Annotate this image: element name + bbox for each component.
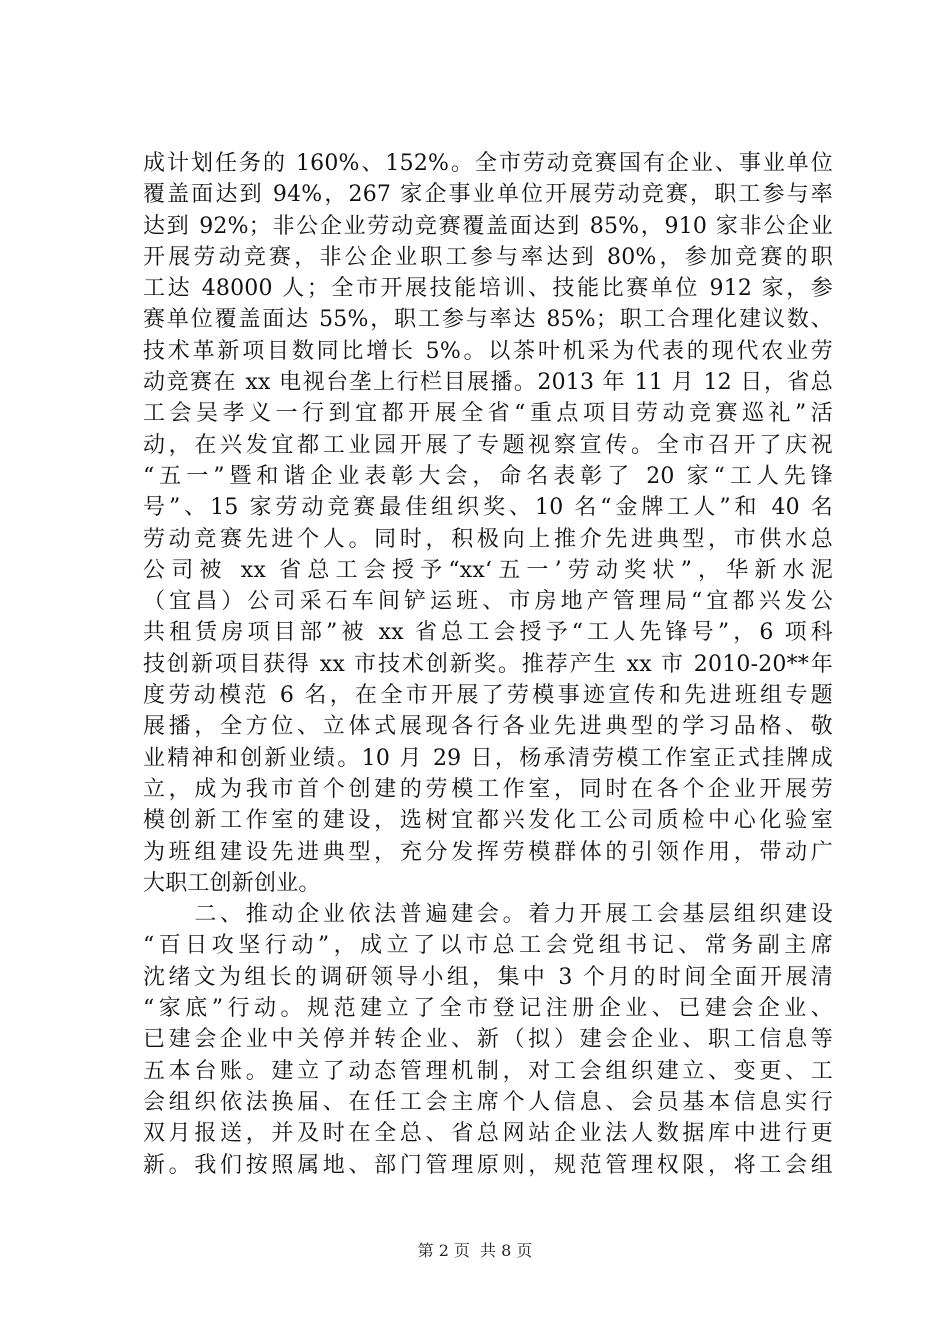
text-line: 技术革新项目数同比增长 5%。以茶叶机采为代表的现代农业劳 bbox=[143, 338, 833, 364]
text-line: 展播，全方位、立体式展现各行各业先进典型的学习品格、敬 bbox=[143, 714, 833, 740]
text-line: 劳动竞赛先进个人。同时，积极向上推介先进典型，市供水总 bbox=[143, 526, 833, 552]
text-line: 号”、15 家劳动竞赛最佳组织奖、10 名“金牌工人”和 40 名 bbox=[143, 495, 833, 521]
text-line: 赛单位覆盖面达 55%，职工参与率达 85%；职工合理化建议数、 bbox=[143, 307, 833, 333]
text-line: 模创新工作室的建设，选树宜都兴发化工公司质检中心化验室 bbox=[143, 808, 833, 834]
text-line: 双月报送，并及时在全总、省总网站企业法人数据库中进行更 bbox=[143, 1121, 833, 1147]
text-line: 沈绪文为组长的调研领导小组，集中 3 个月的时间全面开展清 bbox=[143, 964, 833, 990]
text-line: 达到 92%；非公企业劳动竞赛覆盖面达到 85%，910 家非公企业 bbox=[143, 213, 833, 239]
text-line: 工会吴孝义一行到宜都开展全省“重点项目劳动竞赛巡礼”活 bbox=[143, 401, 833, 427]
text-line: （宜昌）公司采石车间铲运班、市房地产管理局“宜都兴发公 bbox=[143, 589, 833, 615]
page-number: 第 2 页 bbox=[417, 1241, 470, 1260]
text-line: 大职工创新创业。 bbox=[143, 870, 321, 896]
text-line: 已建会企业中关停并转企业、新（拟）建会企业、职工信息等 bbox=[143, 1027, 833, 1053]
text-line: 共租赁房项目部”被 xx 省总工会授予“工人先锋号”，6 项科 bbox=[143, 620, 833, 646]
text-line: 工达 48000 人；全市开展技能培训、技能比赛单位 912 家，参 bbox=[143, 276, 833, 302]
text-line: 五本台账。建立了动态管理机制，对工会组织建立、变更、工 bbox=[143, 1058, 833, 1084]
text-line: 新。我们按照属地、部门管理原则，规范管理权限，将工会组 bbox=[143, 1152, 833, 1178]
text-line: “百日攻坚行动”，成立了以市总工会党组书记、常务副主席 bbox=[143, 933, 833, 959]
text-line: 公司被 xx 省总工会授予“xx‘五一’劳动奖状”，华新水泥 bbox=[143, 557, 833, 583]
text-line: 覆盖面达到 94%，267 家企事业单位开展劳动竞赛，职工参与率 bbox=[143, 182, 833, 208]
text-line: 会组织依法换届、在任工会主席个人信息、会员基本信息实行 bbox=[143, 1089, 833, 1115]
text-line: 度劳动模范 6 名，在全市开展了劳模事迹宣传和先进班组专题 bbox=[143, 683, 833, 709]
page-footer bbox=[0, 1239, 950, 1263]
text-line: 开展劳动竞赛，非公企业职工参与率达到 80%，参加竞赛的职 bbox=[143, 244, 833, 270]
text-line: 动竞赛在 xx 电视台垄上行栏目展播。2013 年 11 月 12 日，省总 bbox=[143, 370, 833, 396]
text-line: 为班组建设先进典型，充分发挥劳模群体的引领作用，带动广 bbox=[143, 839, 833, 865]
text-line: 成计划任务的 160%、152%。全市劳动竞赛国有企业、事业单位 bbox=[143, 151, 833, 176]
paragraph-start-line: 二、推动企业依法普遍建会。着力开展工会基层组织建设 bbox=[143, 902, 833, 928]
body-text bbox=[143, 148, 833, 1181]
text-line: 技创新项目获得 xx 市技术创新奖。推荐产生 xx 市 2010-20**年 bbox=[143, 651, 833, 677]
text-line: “家底”行动。规范建立了全市登记注册企业、已建会企业、 bbox=[143, 996, 833, 1022]
text-line: “五一”暨和谐企业表彰大会，命名表彰了 20 家“工人先锋 bbox=[143, 463, 833, 489]
text-line: 业精神和创新业绩。10 月 29 日，杨承清劳模工作室正式挂牌成 bbox=[143, 745, 833, 771]
text-line: 立，成为我市首个创建的劳模工作室，同时在各个企业开展劳 bbox=[143, 776, 833, 802]
text-line: 动，在兴发宜都工业园开展了专题视察宣传。全市召开了庆祝 bbox=[143, 432, 833, 458]
page-total: 共 8 页 bbox=[480, 1241, 533, 1260]
